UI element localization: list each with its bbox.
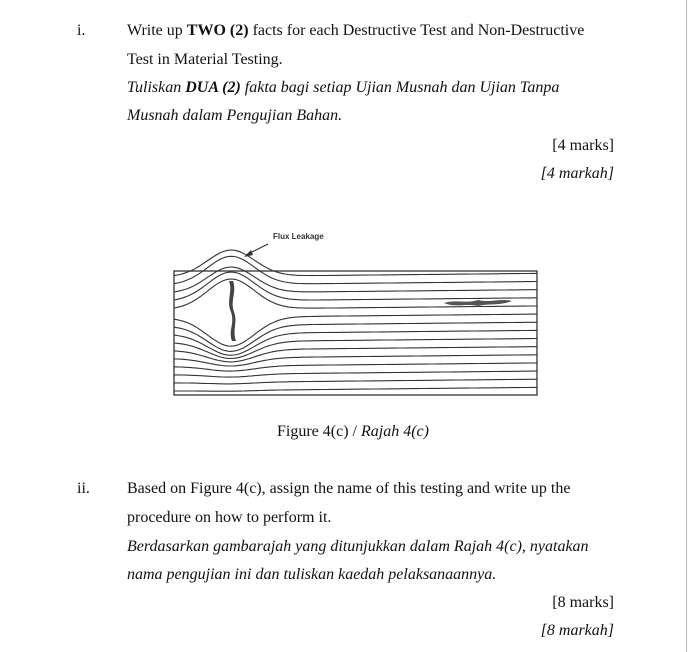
question-text-ms: Tuliskan DUA (2) fakta bagi setiap Ujian Musnah dan Ujian Tanpa — [127, 79, 560, 96]
flux-leakage-label: Flux Leakage — [273, 232, 324, 241]
flux-line — [174, 387, 537, 391]
question-number: ii. — [77, 480, 90, 497]
question-text-en: Based on Figure 4(c), assign the name of this testing and write up the — [127, 480, 571, 497]
marks-en: [4 marks] — [552, 137, 614, 154]
question-text-en-2: Test in Material Testing. — [127, 51, 283, 68]
specimen-outline — [174, 271, 537, 395]
surface-crack — [229, 281, 236, 341]
question-text-en-2: procedure on how to perform it. — [127, 509, 332, 526]
marks-en: [8 marks] — [552, 594, 614, 611]
question-text-ms-2: Musnah dalam Pengujian Bahan. — [127, 107, 343, 124]
marks-ms: [4 markah] — [540, 165, 614, 182]
question-text-ms-2: nama pengujian ini dan tuliskan kaedah pelaksanaannya. — [127, 566, 497, 583]
question-text-en: Write up TWO (2) facts for each Destructive Test and Non-Destructive — [127, 22, 585, 39]
flux-line — [174, 314, 537, 346]
subsurface-defect — [444, 300, 512, 306]
marks-ms: [8 markah] — [540, 622, 614, 639]
flux-line — [174, 272, 537, 300]
flux-line — [174, 363, 537, 371]
flux-line — [174, 347, 537, 362]
page-edge-line — [686, 0, 687, 652]
question-number: i. — [77, 22, 86, 39]
figure-caption: Figure 4(c) / Rajah 4(c) — [277, 423, 429, 440]
flux-line — [174, 371, 537, 377]
flux-line — [174, 379, 537, 384]
flux-leakage-figure — [160, 220, 560, 405]
question-text-ms: Berdasarkan gambarajah yang ditunjukkan dalam Rajah 4(c), nyatakan — [127, 538, 589, 555]
